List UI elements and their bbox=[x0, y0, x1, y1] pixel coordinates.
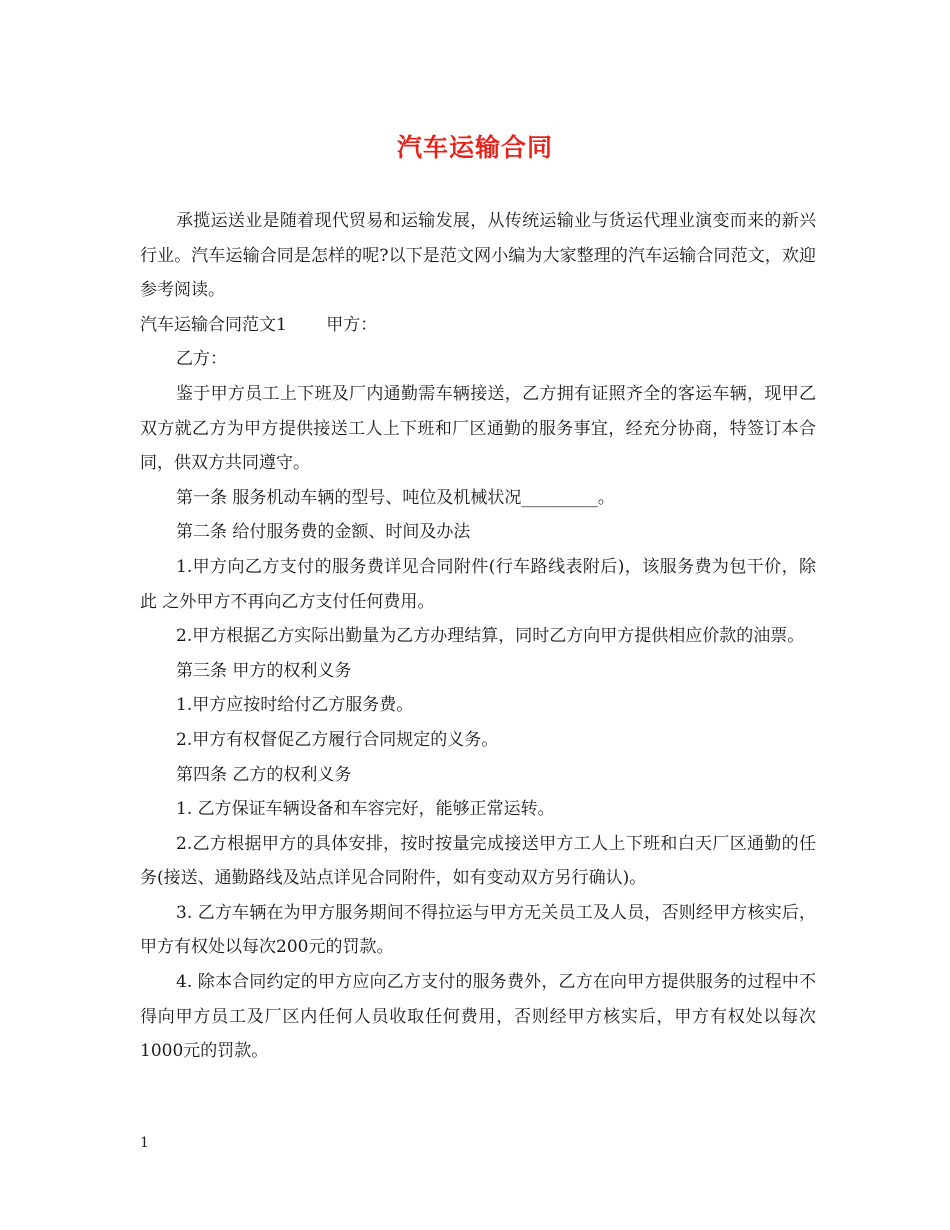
paragraph: 汽车运输合同范文1 甲方： bbox=[140, 314, 378, 335]
paragraph: 4. 除本合同约定的甲方应向乙方支付的服务费外，乙方在向甲方提供服务的过程中不 得向甲方员工及厂区内任何人员收取任何费用，否则经甲方核实后，甲方有权处以每次 1000元的罚款。 bbox=[140, 972, 816, 1062]
paragraph: 1.甲方向乙方支付的服务费详见合同附件(行车路线表附后)，该服务费为包干价，除此 之外甲方不再向乙方支付任何费用。 bbox=[140, 556, 816, 612]
paragraph: 第三条 甲方的权利义务 bbox=[176, 660, 352, 681]
paragraph: 1. 乙方保证车辆设备和车容完好，能够正常运转。 bbox=[176, 799, 555, 820]
paragraph: 承揽运送业是随着现代贸易和运输发展，从传统运输业与货运代理业演变而来的新兴行业。汽车运输合同是怎样的呢?以下是范文网小编为大家整理的汽车运输合同范文，欢迎参考阅读。 bbox=[140, 211, 816, 301]
paragraph: 第一条 服务机动车辆的型号、吨位及机械状况_________。 bbox=[176, 487, 615, 508]
paragraph: 2.甲方根据乙方实际出勤量为乙方办理结算，同时乙方向甲方提供相应价款的油票。 bbox=[176, 626, 805, 647]
paragraph: 鉴于甲方员工上下班及厂内通勤需车辆接送，乙方拥有证照齐全的客运车辆，现甲乙双方就乙方为甲方提供接送工人上下班和厂区通勤的服务事宜，经充分协商，特签订本合同，供双方共同遵守。 bbox=[140, 383, 816, 474]
paragraph: 乙方： bbox=[176, 349, 227, 370]
document-body bbox=[140, 204, 816, 1069]
paragraph: 1.甲方应按时给付乙方服务费。 bbox=[176, 695, 414, 716]
document-title: 汽车运输合同 bbox=[396, 133, 553, 162]
paragraph: 2.甲方有权督促乙方履行合同规定的义务。 bbox=[176, 729, 499, 750]
paragraph: 2.乙方根据甲方的具体安排，按时按量完成接送甲方工人上下班和白天厂区通勤的任 务(接送、通勤路线及站点详见合同附件，如有变动双方另行确认)。 bbox=[140, 833, 816, 889]
paragraph: 3. 乙方车辆在为甲方服务期间不得拉运与甲方无关员工及人员，否则经甲方核实后， 甲方有权处以每次200元的罚款。 bbox=[140, 902, 816, 958]
paragraph: 第四条 乙方的权利义务 bbox=[176, 764, 352, 785]
paragraph: 第二条 给付服务费的金额、时间及办法 bbox=[176, 522, 471, 543]
page-number: 1 bbox=[140, 1135, 149, 1151]
